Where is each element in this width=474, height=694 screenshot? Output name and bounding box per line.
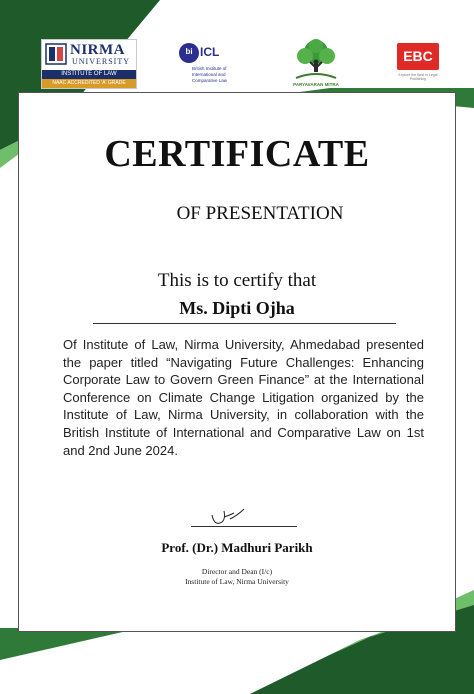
nirma-university-logo xyxy=(41,39,137,89)
biicl-logo-mark: bi xyxy=(185,47,193,56)
nirma-logo-institute-band: INSTITUTE OF LAW xyxy=(42,70,136,79)
paryavaran-mitra-caption: PARYAVARAN MITRA xyxy=(293,82,339,87)
signatory-name: Prof. (Dr.) Madhuri Parikh xyxy=(161,540,313,555)
signatory-designation-block xyxy=(18,567,456,586)
ebc-logo-tagline: Explore the Best in Legal Publishing xyxy=(398,73,438,81)
nirma-logo-name: NIRMA xyxy=(70,42,125,58)
signatory-designation: Director and Dean (I/c) xyxy=(201,567,273,576)
nirma-logo-accreditation-band: NAAC ACCREDITED 'A' GRADE xyxy=(42,79,136,88)
nirma-logo-subtitle: UNIVERSITY xyxy=(72,57,130,66)
tree-person-icon xyxy=(290,38,342,82)
bottom-left-green-band xyxy=(0,628,140,660)
ebc-logo xyxy=(397,43,439,83)
nirma-crest-icon xyxy=(45,43,67,65)
recipient-name: Ms. Dipti Ojha xyxy=(179,298,295,318)
signature-line xyxy=(191,526,297,527)
biicl-logo-full-name: British Institute of International and Comparative Law xyxy=(192,66,228,83)
signature-mark xyxy=(208,505,248,527)
biicl-logo-name: ICL xyxy=(200,45,220,59)
paryavaran-mitra-logo xyxy=(290,38,342,90)
biicl-logo xyxy=(175,39,239,89)
certificate-subheading: OF PRESENTATION xyxy=(176,203,344,224)
nirma-logo-header xyxy=(42,40,136,68)
signatory-institution: Institute of Law, Nirma University xyxy=(185,576,289,586)
certificate-body: Of Institute of Law, Nirma University, Ahmedabad presented the paper titled “Navigating Future Challenges: Enhancing Corporate Law to Govern Green Finance” at the International Conference on Climate Change Litigation organized by the Institute of Law, Nirma University, in collaboration with the British Institute of International and Comparative Law on 1st and 2nd June 2024. xyxy=(63,337,424,458)
certificate-heading: CERTIFICATE xyxy=(104,133,370,175)
certify-line: This is to certify that xyxy=(157,270,317,291)
ebc-logo-name: EBC xyxy=(403,48,433,64)
recipient-underline xyxy=(93,323,396,324)
